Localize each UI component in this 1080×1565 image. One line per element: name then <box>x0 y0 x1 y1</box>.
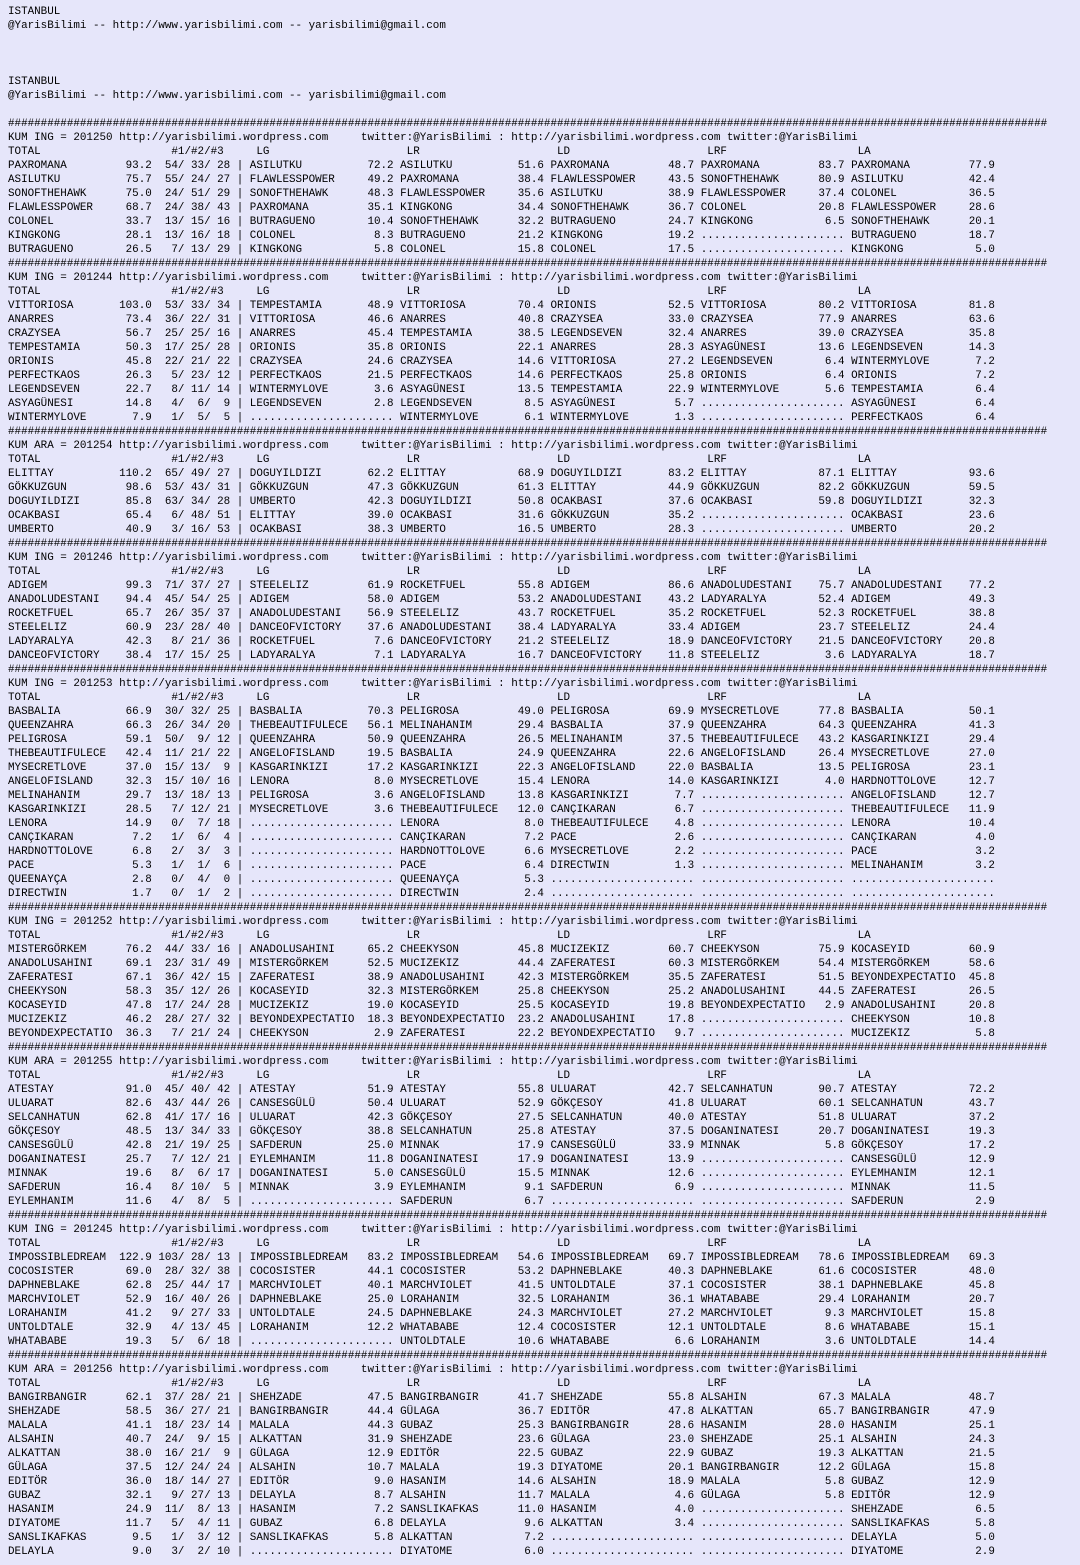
table-row: MARCHVIOLET 52.9 16/ 40/ 26 | DAPHNEBLAKE 25.0 LORAHANIM 32.5 LORAHANIM 36.1 WHATABABE 29.4 LORAHANIM 20.7 <box>8 1294 995 1306</box>
race-header: KUM ING = 201250 http://yarisbilimi.wordpress.com twitter:@YarisBilimi : http://yarisbilimi.wordpress.com twitter:@YarisBilimi <box>8 132 858 144</box>
table-row: MYSECRETLOVE 37.0 15/ 13/ 9 | KASGARINKIZI 17.2 KASGARINKIZI 22.3 ANGELOFISLAND 22.0 BASBALIA 13.5 PELIGROSA 23.1 <box>8 762 995 774</box>
separator-line: ############################################################################################################################################################### <box>8 1210 1048 1222</box>
table-row: ASYAGÜNESI 14.8 4/ 6/ 9 | LEGENDSEVEN 2.8 LEGENDSEVEN 8.5 ASYAGÜNESI 5.7 ...................... ASYAGÜNESI 6.4 <box>8 398 995 410</box>
table-row: GÖKKUZGUN 98.6 53/ 43/ 31 | GÖKKUZGUN 47.3 GÖKKUZGUN 61.3 ELITTAY 44.9 GÖKKUZGUN 82.2 GÖKKUZGUN 59.5 <box>8 482 995 494</box>
table-row: WHATABABE 19.3 5/ 6/ 18 | ...................... UNTOLDTALE 10.6 WHATABABE 6.6 LORAHANIM 3.6 UNTOLDTALE 14.4 <box>8 1336 995 1348</box>
table-row: MELINAHANIM 29.7 13/ 18/ 13 | PELIGROSA 3.6 ANGELOFISLAND 13.8 KASGARINKIZI 7.7 ...................... ANGELOFISLAND 12.7 <box>8 790 995 802</box>
table-row: WINTERMYLOVE 7.9 1/ 5/ 5 | ...................... WINTERMYLOVE 6.1 WINTERMYLOVE 1.3 ...................... PERFECTKAOS 6.4 <box>8 412 995 424</box>
table-row: DIYATOME 11.7 5/ 4/ 11 | GUBAZ 6.8 DELAYLA 9.6 ALKATTAN 3.4 ...................... SANSLIKAFKAS 5.8 <box>8 1518 995 1530</box>
table-row: QUEENAYÇA 2.8 0/ 4/ 0 | ...................... QUEENAYÇA 5.3 ...................... ...................... ...................... <box>8 874 995 886</box>
table-row: SHEHZADE 58.5 36/ 27/ 21 | BANGIRBANGIR 44.4 GÜLAGA 36.7 EDITÖR 47.8 ALKATTAN 65.7 BANGIRBANGIR 47.9 <box>8 1406 995 1418</box>
table-row: SANSLIKAFKAS 9.5 1/ 3/ 12 | SANSLIKAFKAS 5.8 ALKATTAN 7.2 ...................... ...................... DELAYLA 5.0 <box>8 1532 995 1544</box>
table-row: DOGUYILDIZI 85.8 63/ 34/ 28 | UMBERTO 42.3 DOGUYILDIZI 50.8 OCAKBASI 37.6 OCAKBASI 59.8 DOGUYILDIZI 32.3 <box>8 496 995 508</box>
table-row: GÜLAGA 37.5 12/ 24/ 24 | ALSAHIN 10.7 MALALA 19.3 DIYATOME 20.1 BANGIRBANGIR 12.2 GÜLAGA 15.8 <box>8 1462 995 1474</box>
table-row: CRAZYSEA 56.7 25/ 25/ 16 | ANARRES 45.4 TEMPESTAMIA 38.5 LEGENDSEVEN 32.4 ANARRES 39.0 CRAZYSEA 35.8 <box>8 328 995 340</box>
race-header: KUM ING = 201244 http://yarisbilimi.wordpress.com twitter:@YarisBilimi : http://yarisbilimi.wordpress.com twitter:@YarisBilimi <box>8 272 858 284</box>
separator-line: ############################################################################################################################################################### <box>8 426 1048 438</box>
table-row: LEGENDSEVEN 22.7 8/ 11/ 14 | WINTERMYLOVE 3.6 ASYAGÜNESI 13.5 TEMPESTAMIA 22.9 WINTERMYLOVE 5.6 TEMPESTAMIA 6.4 <box>8 384 995 396</box>
table-row: DIRECTWIN 1.7 0/ 1/ 2 | ...................... DIRECTWIN 2.4 ...................... ...................... ...................... <box>8 888 995 900</box>
race-header: KUM ARA = 201256 http://yarisbilimi.wordpress.com twitter:@YarisBilimi : http://yarisbilimi.wordpress.com twitter:@YarisBilimi <box>8 1364 858 1376</box>
race-block <box>8 257 1080 425</box>
column-header: TOTAL #1/#2/#3 LG LR LD LRF LA <box>8 286 871 298</box>
table-row: VITTORIOSA 103.0 53/ 33/ 34 | TEMPESTAMIA 48.9 VITTORIOSA 70.4 ORIONIS 52.5 VITTORIOSA 80.2 VITTORIOSA 81.8 <box>8 300 995 312</box>
table-row: CHEEKYSON 58.3 35/ 12/ 26 | KOCASEYID 32.3 MISTERGÖRKEM 25.8 CHEEKYSON 25.2 ANADOLUSAHINI 44.5 ZAFERATESI 26.5 <box>8 986 995 998</box>
table-row: DAPHNEBLAKE 62.8 25/ 44/ 17 | MARCHVIOLET 40.1 MARCHVIOLET 41.5 UNTOLDTALE 37.1 COCOSISTER 38.1 DAPHNEBLAKE 45.8 <box>8 1280 995 1292</box>
table-row: HARDNOTTOLOVE 6.8 2/ 3/ 3 | ...................... HARDNOTTOLOVE 6.6 MYSECRETLOVE 2.2 ...................... PACE 3.2 <box>8 846 995 858</box>
separator-line: ############################################################################################################################################################### <box>8 664 1048 676</box>
table-row: THEBEAUTIFULECE 42.4 11/ 21/ 22 | ANGELOFISLAND 19.5 BASBALIA 24.9 QUEENZAHRA 22.6 ANGELOFISLAND 26.4 MYSECRETLOVE 27.0 <box>8 748 995 760</box>
table-row: DOGANINATESI 25.7 7/ 12/ 21 | EYLEMHANIM 11.8 DOGANINATESI 17.9 DOGANINATESI 13.9 ...................... CANSESGÜLÜ 12.9 <box>8 1154 995 1166</box>
separator-line: ############################################################################################################################################################### <box>8 902 1048 914</box>
table-row: ANADOLUDESTANI 94.4 45/ 54/ 25 | ADIGEM 58.0 ADIGEM 53.2 ANADOLUDESTANI 43.2 LADYARALYA 52.4 ADIGEM 49.3 <box>8 594 995 606</box>
table-row: BEYONDEXPECTATIO 36.3 7/ 21/ 24 | CHEEKYSON 2.9 ZAFERATESI 22.2 BEYONDEXPECTATIO 9.7 ...................... MUCIZEKIZ 5.8 <box>8 1028 995 1040</box>
table-row: GUBAZ 32.1 9/ 27/ 13 | DELAYLA 8.7 ALSAHIN 11.7 MALALA 4.6 GÜLAGA 5.8 EDITÖR 12.9 <box>8 1490 995 1502</box>
table-row: LORAHANIM 41.2 9/ 27/ 33 | UNTOLDTALE 24.5 DAPHNEBLAKE 24.3 MARCHVIOLET 27.2 MARCHVIOLET 9.3 MARCHVIOLET 15.8 <box>8 1308 995 1320</box>
table-row: BASBALIA 66.9 30/ 32/ 25 | BASBALIA 70.3 PELIGROSA 49.0 PELIGROSA 69.9 MYSECRETLOVE 77.8 BASBALIA 50.1 <box>8 706 995 718</box>
table-row: STEELELIZ 60.9 23/ 28/ 40 | DANCEOFVICTORY 37.6 ANADOLUDESTANI 38.4 LADYARALYA 33.4 ADIGEM 23.7 STEELELIZ 24.4 <box>8 622 995 634</box>
race-block <box>8 1041 1080 1209</box>
table-row: MINNAK 19.6 8/ 6/ 17 | DOGANINATESI 5.0 CANSESGÜLÜ 15.5 MINNAK 12.6 ...................... EYLEMHANIM 12.1 <box>8 1168 995 1180</box>
table-row: KOCASEYID 47.8 17/ 24/ 28 | MUCIZEKIZ 19.0 KOCASEYID 25.5 KOCASEYID 19.8 BEYONDEXPECTATIO 2.9 ANADOLUSAHINI 20.8 <box>8 1000 995 1012</box>
table-row: MISTERGÖRKEM 76.2 44/ 33/ 16 | ANADOLUSAHINI 65.2 CHEEKYSON 45.8 MUCIZEKIZ 60.7 CHEEKYSON 75.9 KOCASEYID 60.9 <box>8 944 995 956</box>
table-row: HASANIM 24.9 11/ 8/ 13 | HASANIM 7.2 SANSLIKAFKAS 11.0 HASANIM 4.0 ...................... SHEHZADE 6.5 <box>8 1504 995 1516</box>
table-row: PELIGROSA 59.1 50/ 9/ 12 | QUEENZAHRA 50.9 QUEENZAHRA 26.5 MELINAHANIM 37.5 THEBEAUTIFULECE 43.2 KASGARINKIZI 29.4 <box>8 734 995 746</box>
table-row: PAXROMANA 93.2 54/ 33/ 28 | ASILUTKU 72.2 ASILUTKU 51.6 PAXROMANA 48.7 PAXROMANA 83.7 PAXROMANA 77.9 <box>8 160 995 172</box>
table-row: ULUARAT 82.6 43/ 44/ 26 | CANSESGÜLÜ 50.4 ULUARAT 52.9 GÖKÇESOY 41.8 ULUARAT 60.1 SELCANHATUN 43.7 <box>8 1098 995 1110</box>
race-header: KUM ING = 201246 http://yarisbilimi.wordpress.com twitter:@YarisBilimi : http://yarisbilimi.wordpress.com twitter:@YarisBilimi <box>8 552 858 564</box>
table-row: ROCKETFUEL 65.7 26/ 35/ 37 | ANADOLUDESTANI 56.9 STEELELIZ 43.7 ROCKETFUEL 35.2 ROCKETFUEL 52.3 ROCKETFUEL 38.8 <box>8 608 995 620</box>
separator-line: ############################################################################################################################################################### <box>8 118 1048 130</box>
race-header: KUM ARA = 201254 http://yarisbilimi.wordpress.com twitter:@YarisBilimi : http://yarisbilimi.wordpress.com twitter:@YarisBilimi <box>8 440 858 452</box>
table-row: MUCIZEKIZ 46.2 28/ 27/ 32 | BEYONDEXPECTATIO 18.3 BEYONDEXPECTATIO 23.2 ANADOLUSAHINI 17.8 ...................... CHEEKYSON 10.8 <box>8 1014 995 1026</box>
table-row: ALKATTAN 38.0 16/ 21/ 9 | GÜLAGA 12.9 EDITÖR 22.5 GUBAZ 22.9 GUBAZ 19.3 ALKATTAN 21.5 <box>8 1448 995 1460</box>
table-row: UMBERTO 40.9 3/ 16/ 53 | OCAKBASI 38.3 UMBERTO 16.5 UMBERTO 28.3 ...................... UMBERTO 20.2 <box>8 524 995 536</box>
race-block <box>8 1349 1080 1559</box>
table-row: COLONEL 33.7 13/ 15/ 16 | BUTRAGUENO 10.4 SONOFTHEHAWK 32.2 BUTRAGUENO 24.7 KINGKONG 6.5 SONOFTHEHAWK 20.1 <box>8 216 995 228</box>
column-header: TOTAL #1/#2/#3 LG LR LD LRF LA <box>8 930 871 942</box>
table-row: ATESTAY 91.0 45/ 40/ 42 | ATESTAY 51.9 ATESTAY 55.8 ULUARAT 42.7 SELCANHATUN 90.7 ATESTAY 72.2 <box>8 1084 995 1096</box>
table-row: ANGELOFISLAND 32.3 15/ 10/ 16 | LENORA 8.0 MYSECRETLOVE 15.4 LENORA 14.0 KASGARINKIZI 4.0 HARDNOTTOLOVE 12.7 <box>8 776 995 788</box>
table-row: DANCEOFVICTORY 38.4 17/ 15/ 25 | LADYARALYA 7.1 LADYARALYA 16.7 DANCEOFVICTORY 11.8 STEELELIZ 3.6 LADYARALYA 18.7 <box>8 650 995 662</box>
race-results <box>8 117 1080 1559</box>
race-block <box>8 901 1080 1041</box>
separator-line: ############################################################################################################################################################### <box>8 1350 1048 1362</box>
table-row: BANGIRBANGIR 62.1 37/ 28/ 21 | SHEHZADE 47.5 BANGIRBANGIR 41.7 SHEHZADE 55.8 ALSAHIN 67.3 MALALA 48.7 <box>8 1392 995 1404</box>
table-row: KASGARINKIZI 28.5 7/ 12/ 21 | MYSECRETLOVE 3.6 THEBEAUTIFULECE 12.0 CANÇIKARAN 6.7 ...................... THEBEAUTIFULECE 11.9 <box>8 804 995 816</box>
table-row: ALSAHIN 40.7 24/ 9/ 15 | ALKATTAN 31.9 SHEHZADE 23.6 GÜLAGA 23.0 SHEHZADE 25.1 ALSAHIN 24.3 <box>8 1434 995 1446</box>
table-row: FLAWLESSPOWER 68.7 24/ 38/ 43 | PAXROMANA 35.1 KINGKONG 34.4 SONOFTHEHAWK 36.7 COLONEL 20.8 FLAWLESSPOWER 28.6 <box>8 202 995 214</box>
page-title: ISTANBUL <box>8 6 61 18</box>
table-row: LENORA 14.9 0/ 7/ 18 | ...................... LENORA 8.0 THEBEAUTIFULECE 4.8 ...................... LENORA 10.4 <box>8 818 995 830</box>
column-header: TOTAL #1/#2/#3 LG LR LD LRF LA <box>8 692 871 704</box>
race-block <box>8 117 1080 257</box>
table-row: UNTOLDTALE 32.9 4/ 13/ 45 | LORAHANIM 12.2 WHATABABE 12.4 COCOSISTER 12.1 UNTOLDTALE 8.6 WHATABABE 15.1 <box>8 1322 995 1334</box>
table-row: ASILUTKU 75.7 55/ 24/ 27 | FLAWLESSPOWER 49.2 PAXROMANA 38.4 FLAWLESSPOWER 43.5 SONOFTHEHAWK 80.9 ASILUTKU 42.4 <box>8 174 995 186</box>
column-header: TOTAL #1/#2/#3 LG LR LD LRF LA <box>8 146 871 158</box>
table-row: PERFECTKAOS 26.3 5/ 23/ 12 | PERFECTKAOS 21.5 PERFECTKAOS 14.6 PERFECTKAOS 25.8 ORIONIS 6.4 ORIONIS 7.2 <box>8 370 995 382</box>
table-row: ORIONIS 45.8 22/ 21/ 22 | CRAZYSEA 24.6 CRAZYSEA 14.6 VITTORIOSA 27.2 LEGENDSEVEN 6.4 WINTERMYLOVE 7.2 <box>8 356 995 368</box>
table-row: EYLEMHANIM 11.6 4/ 8/ 5 | ...................... SAFDERUN 6.7 ...................... ...................... SAFDERUN 2.9 <box>8 1196 995 1208</box>
contact-line: @YarisBilimi -- http://www.yarisbilimi.com -- yarisbilimi@gmail.com <box>8 20 446 32</box>
table-row: EDITÖR 36.0 18/ 14/ 27 | EDITÖR 9.0 HASANIM 14.6 ALSAHIN 18.9 MALALA 5.8 GUBAZ 12.9 <box>8 1476 995 1488</box>
race-block <box>8 1209 1080 1349</box>
table-row: ELITTAY 110.2 65/ 49/ 27 | DOGUYILDIZI 62.2 ELITTAY 68.9 DOGUYILDIZI 83.2 ELITTAY 87.1 ELITTAY 93.6 <box>8 468 995 480</box>
table-row: TEMPESTAMIA 50.3 17/ 25/ 28 | ORIONIS 35.8 ORIONIS 22.1 ANARRES 28.3 ASYAGÜNESI 13.6 LEGENDSEVEN 14.3 <box>8 342 995 354</box>
race-header: KUM ARA = 201255 http://yarisbilimi.wordpress.com twitter:@YarisBilimi : http://yarisbilimi.wordpress.com twitter:@YarisBilimi <box>8 1056 858 1068</box>
race-header: KUM ING = 201253 http://yarisbilimi.wordpress.com twitter:@YarisBilimi : http://yarisbilimi.wordpress.com twitter:@YarisBilimi <box>8 678 858 690</box>
race-header: KUM ING = 201245 http://yarisbilimi.wordpress.com twitter:@YarisBilimi : http://yarisbilimi.wordpress.com twitter:@YarisBilimi <box>8 1224 858 1236</box>
page-title-repeat: ISTANBUL <box>8 76 61 88</box>
table-row: ANADOLUSAHINI 69.1 23/ 31/ 49 | MISTERGÖRKEM 52.5 MUCIZEKIZ 44.4 ZAFERATESI 60.3 MISTERGÖRKEM 54.4 MISTERGÖRKEM 58.6 <box>8 958 995 970</box>
table-row: QUEENZAHRA 66.3 26/ 34/ 20 | THEBEAUTIFULECE 56.1 MELINAHANIM 29.4 BASBALIA 37.9 QUEENZAHRA 64.3 QUEENZAHRA 41.3 <box>8 720 995 732</box>
table-row: IMPOSSIBLEDREAM 122.9 103/ 28/ 13 | IMPOSSIBLEDREAM 83.2 IMPOSSIBLEDREAM 54.6 IMPOSSIBLEDREAM 69.7 IMPOSSIBLEDREAM 78.6 IMPOSSIBLEDREAM 69.3 <box>8 1252 995 1264</box>
table-row: COCOSISTER 69.0 28/ 32/ 38 | COCOSISTER 44.1 COCOSISTER 53.2 DAPHNEBLAKE 40.3 DAPHNEBLAKE 61.6 COCOSISTER 48.0 <box>8 1266 995 1278</box>
table-row: LADYARALYA 42.3 8/ 21/ 36 | ROCKETFUEL 7.6 DANCEOFVICTORY 21.2 STEELELIZ 18.9 DANCEOFVICTORY 21.5 DANCEOFVICTORY 20.8 <box>8 636 995 648</box>
table-row: ZAFERATESI 67.1 36/ 42/ 15 | ZAFERATESI 38.9 ANADOLUSAHINI 42.3 MISTERGÖRKEM 35.5 ZAFERATESI 51.5 BEYONDEXPECTATIO 45.8 <box>8 972 995 984</box>
table-row: CANÇIKARAN 7.2 1/ 6/ 4 | ...................... CANÇIKARAN 7.2 PACE 2.6 ...................... CANÇIKARAN 4.0 <box>8 832 995 844</box>
table-row: SONOFTHEHAWK 75.0 24/ 51/ 29 | SONOFTHEHAWK 48.3 FLAWLESSPOWER 35.6 ASILUTKU 38.9 FLAWLESSPOWER 37.4 COLONEL 36.5 <box>8 188 995 200</box>
table-row: SELCANHATUN 62.8 41/ 17/ 16 | ULUARAT 42.3 GÖKÇESOY 27.5 SELCANHATUN 40.0 ATESTAY 51.8 ULUARAT 37.2 <box>8 1112 995 1124</box>
race-block <box>8 663 1080 901</box>
table-row: GÖKÇESOY 48.5 13/ 34/ 33 | GÖKÇESOY 38.8 SELCANHATUN 25.8 ATESTAY 37.5 DOGANINATESI 20.7 DOGANINATESI 19.3 <box>8 1126 995 1138</box>
race-block <box>8 537 1080 663</box>
table-row: SAFDERUN 16.4 8/ 10/ 5 | MINNAK 3.9 EYLEMHANIM 9.1 SAFDERUN 6.9 ...................... MINNAK 11.5 <box>8 1182 995 1194</box>
table-row: ADIGEM 99.3 71/ 37/ 27 | STEELELIZ 61.9 ROCKETFUEL 55.8 ADIGEM 86.6 ANADOLUDESTANI 75.7 ANADOLUDESTANI 77.2 <box>8 580 995 592</box>
table-row: CANSESGÜLÜ 42.8 21/ 19/ 25 | SAFDERUN 25.0 MINNAK 17.9 CANSESGÜLÜ 33.9 MINNAK 5.8 GÖKÇESOY 17.2 <box>8 1140 995 1152</box>
table-row: DELAYLA 9.0 3/ 2/ 10 | ...................... DIYATOME 6.0 ...................... ...................... DIYATOME 2.9 <box>8 1546 995 1558</box>
race-header: KUM ING = 201252 http://yarisbilimi.wordpress.com twitter:@YarisBilimi : http://yarisbilimi.wordpress.com twitter:@YarisBilimi <box>8 916 858 928</box>
separator-line: ############################################################################################################################################################### <box>8 538 1048 550</box>
separator-line: ############################################################################################################################################################### <box>8 1042 1048 1054</box>
race-block <box>8 425 1080 537</box>
separator-line: ############################################################################################################################################################### <box>8 258 1048 270</box>
table-row: MALALA 41.1 18/ 23/ 14 | MALALA 44.3 GUBAZ 25.3 BANGIRBANGIR 28.6 HASANIM 28.0 HASANIM 25.1 <box>8 1420 995 1432</box>
contact-line-repeat: @YarisBilimi -- http://www.yarisbilimi.com -- yarisbilimi@gmail.com <box>8 90 446 102</box>
table-row: BUTRAGUENO 26.5 7/ 13/ 29 | KINGKONG 5.8 COLONEL 15.8 COLONEL 17.5 ...................... KINGKONG 5.0 <box>8 244 995 256</box>
table-row: PACE 5.3 1/ 1/ 6 | ...................... PACE 6.4 DIRECTWIN 1.3 ...................... MELINAHANIM 3.2 <box>8 860 995 872</box>
table-row: OCAKBASI 65.4 6/ 48/ 51 | ELITTAY 39.0 OCAKBASI 31.6 GÖKKUZGUN 35.2 ...................... OCAKBASI 23.6 <box>8 510 995 522</box>
column-header: TOTAL #1/#2/#3 LG LR LD LRF LA <box>8 454 871 466</box>
column-header: TOTAL #1/#2/#3 LG LR LD LRF LA <box>8 566 871 578</box>
column-header: TOTAL #1/#2/#3 LG LR LD LRF LA <box>8 1070 871 1082</box>
table-row: ANARRES 73.4 36/ 22/ 31 | VITTORIOSA 46.6 ANARRES 40.8 CRAZYSEA 33.0 CRAZYSEA 77.9 ANARRES 63.6 <box>8 314 995 326</box>
table-row: KINGKONG 28.1 13/ 16/ 18 | COLONEL 8.3 BUTRAGUENO 21.2 KINGKONG 19.2 ...................... BUTRAGUENO 18.7 <box>8 230 995 242</box>
column-header: TOTAL #1/#2/#3 LG LR LD LRF LA <box>8 1238 871 1250</box>
column-header: TOTAL #1/#2/#3 LG LR LD LRF LA <box>8 1378 871 1390</box>
